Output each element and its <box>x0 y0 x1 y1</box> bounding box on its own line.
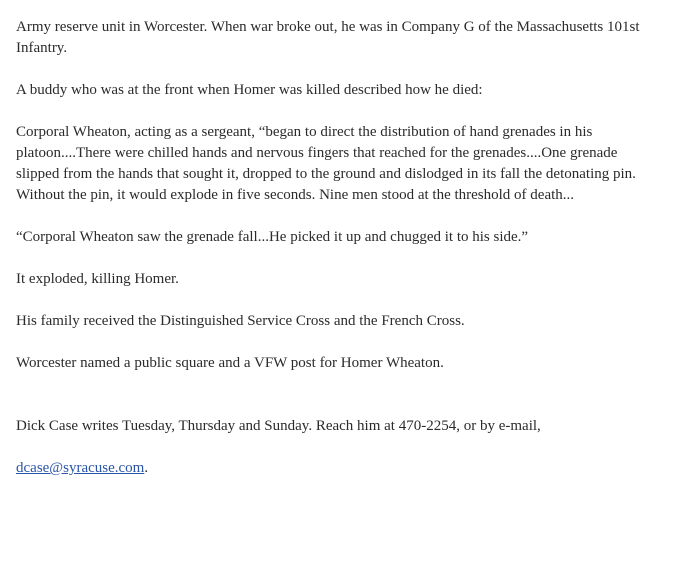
contact-trailing-punctuation: . <box>144 460 149 476</box>
contact-text: Dick Case writes Tuesday, Thursday and Sunday. Reach him at 470-2254, or by e-mail, <box>16 418 541 434</box>
email-link[interactable]: dcase@syracuse.com <box>16 460 145 476</box>
paragraph-army-reserve: Army reserve unit in Worcester. When war broke out, he was in Company G of the Massachusetts 101st Infantry. <box>16 19 640 56</box>
paragraph-grenade-account: Corporal Wheaton, acting as a sergeant, “began to direct the distribution of hand grenades in his platoon....There were chilled hands and nervous fingers that reached for the grenades....One grenade slipped from the hands that sought it, dropped to the ground and dislodged in its fall the detonating pin. Without the pin, it would explode in five seconds. Nine men stood at the threshold of death... <box>16 124 636 203</box>
paragraph-wheaton-quote: “Corporal Wheaton saw the grenade fall...He picked it up and chugged it to his side.” <box>16 229 529 245</box>
paragraph-buddy-description: A buddy who was at the front when Homer was killed described how he died: <box>16 82 483 98</box>
paragraph-awards: His family received the Distinguished Service Cross and the French Cross. <box>16 313 465 329</box>
paragraph-contact <box>16 395 678 479</box>
article-body <box>16 17 678 500</box>
paragraph-memorial: Worcester named a public square and a VFW post for Homer Wheaton. <box>16 355 444 371</box>
paragraph-explosion: It exploded, killing Homer. <box>16 271 179 287</box>
